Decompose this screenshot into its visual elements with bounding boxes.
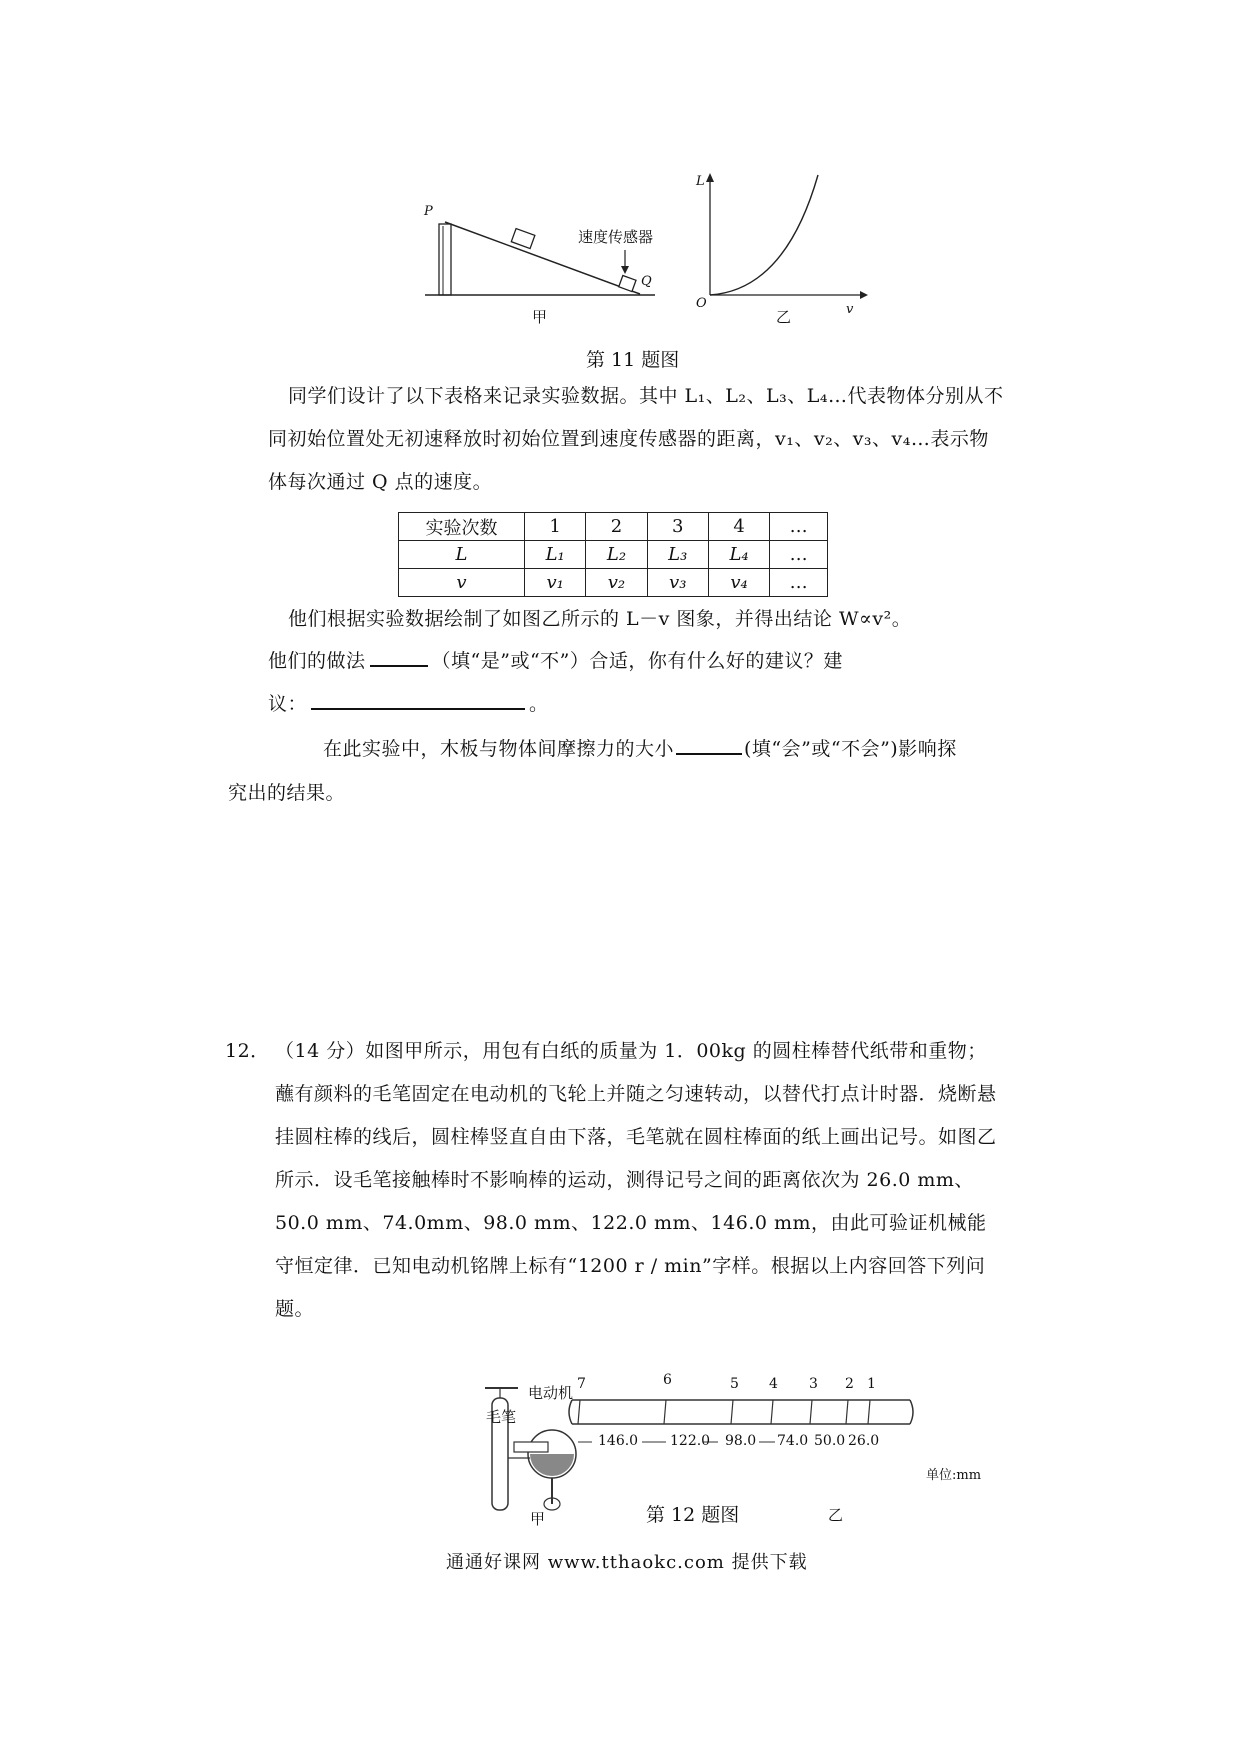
mark-lines <box>578 1400 870 1424</box>
figure-12-drawing <box>470 1382 1010 1532</box>
q11-paragraph-2b: 他们的做法 （填“是”或“不”）合适，你有什么好的建议？建 <box>268 640 1008 683</box>
table-cell: v <box>399 569 525 597</box>
fig11-left-caption: 甲 <box>532 308 548 326</box>
table-cell: 2 <box>586 513 647 541</box>
distance-label: 50.0 <box>814 1433 846 1449</box>
q11-paragraph-3b: 究出的结果。 <box>228 782 346 804</box>
motor-label: 电动机 <box>528 1384 574 1402</box>
mark-label: 7 <box>577 1376 586 1392</box>
unit-label: 单位:mm <box>926 1468 982 1483</box>
distance-label: 146.0 <box>598 1433 639 1449</box>
speed-sensor <box>619 276 636 292</box>
block <box>511 229 535 249</box>
table-cell: … <box>770 541 828 569</box>
table-cell: 3 <box>647 513 708 541</box>
table-cell: 实验次数 <box>399 513 525 541</box>
support-post <box>439 224 451 295</box>
table-cell: … <box>770 513 828 541</box>
fig11-right-caption: 乙 <box>776 308 792 326</box>
q12-number: 12． <box>225 1040 270 1062</box>
answer-blank-2[interactable] <box>311 688 525 710</box>
mark-label: 4 <box>769 1376 778 1392</box>
footer: 通通好课网 www.tthaokc.com 提供下载 <box>446 1552 808 1573</box>
q11-paragraph-1: 同学们设计了以下表格来记录实验数据。其中 L₁、L₂、L₃、L₄…代表物体分别从不同初始位置处无初速释放时初始位置到速度传感器的距离，v₁、v₂、v₃、v₄…表示物体每次通过 Q 点的速度。 <box>268 385 1004 493</box>
answer-blank-1[interactable] <box>370 645 428 667</box>
table-cell: 4 <box>708 513 769 541</box>
axis-x-label: v <box>846 302 854 317</box>
origin-label: O <box>696 296 707 311</box>
mark-label: 2 <box>845 1376 854 1392</box>
fig12-right-caption: 乙 <box>828 1506 844 1524</box>
fig12-title: 第 12 题图 <box>646 1504 740 1526</box>
table-cell: L₃ <box>647 541 708 569</box>
table-cell: L <box>399 541 525 569</box>
table-cell: v₁ <box>525 569 586 597</box>
fig12-left-caption: 甲 <box>530 1510 546 1528</box>
distance-label: 122.0 <box>670 1433 711 1449</box>
table-cell: v₄ <box>708 569 769 597</box>
table-cell: L₄ <box>708 541 769 569</box>
figure-12 <box>470 1372 1010 1532</box>
mark-label: 5 <box>730 1376 739 1392</box>
figure-11-drawing <box>420 170 880 340</box>
distance-label: 26.0 <box>848 1433 880 1449</box>
l-v-graph <box>706 173 868 299</box>
distance-label: 74.0 <box>777 1433 809 1449</box>
brush-label: 毛笔 <box>486 1408 517 1426</box>
table-cell: L₂ <box>586 541 647 569</box>
q11-paragraph-2c: 议： 。 <box>268 683 1008 726</box>
q11-data-table <box>398 512 828 597</box>
answer-blank-3[interactable] <box>676 733 742 755</box>
q12-text: （14 分）如图甲所示，用包有白纸的质量为 1．00kg 的圆柱棒替代纸带和重物；蘸有颜料的毛笔固定在电动机的飞轮上并随之匀速转动，以替代打点计时器．烧断悬挂圆柱棒的线后，圆柱棒竖直自由下落，毛笔就在圆柱棒面的纸上画出记号。如图乙所示．设毛笔接触棒时不影响棒的运动，测得记号之间的距离依次为 26.0 mm、50.0 mm、74.0mm、98.0 mm、122.0 mm、146.0 mm，由此可验证机械能守恒定律．已知电动机铭牌上标有“1200 r / min”字样。根据以上内容回答下列问题。 <box>275 1040 997 1320</box>
table-row <box>399 541 828 569</box>
q11-paragraph-3: 在此实验中，木板与物体间摩擦力的大小 (填“会”或“不会”)影响探 <box>323 728 1013 771</box>
fig11-title: 第 11 题图 <box>586 349 680 371</box>
mark-label: 1 <box>867 1376 876 1392</box>
table-row <box>399 569 828 597</box>
table-cell: v₃ <box>647 569 708 597</box>
table-cell: v₂ <box>586 569 647 597</box>
sensor-label: 速度传感器 <box>578 228 654 246</box>
q11-paragraph-2a: 他们根据实验数据绘制了如图乙所示的 L－v 图象，并得出结论 W∝v²。 <box>288 608 912 630</box>
label-q: Q <box>641 274 652 289</box>
distance-label: 98.0 <box>725 1433 757 1449</box>
figure-11 <box>420 170 880 340</box>
table-cell: L₁ <box>525 541 586 569</box>
brush <box>514 1442 548 1452</box>
curve <box>710 175 818 295</box>
table-cell: 1 <box>525 513 586 541</box>
axis-y-label: L <box>696 174 705 189</box>
mark-label: 6 <box>663 1372 672 1388</box>
table-row <box>399 513 828 541</box>
mark-label: 3 <box>809 1376 818 1392</box>
label-p: P <box>424 204 433 219</box>
table-cell: … <box>770 569 828 597</box>
